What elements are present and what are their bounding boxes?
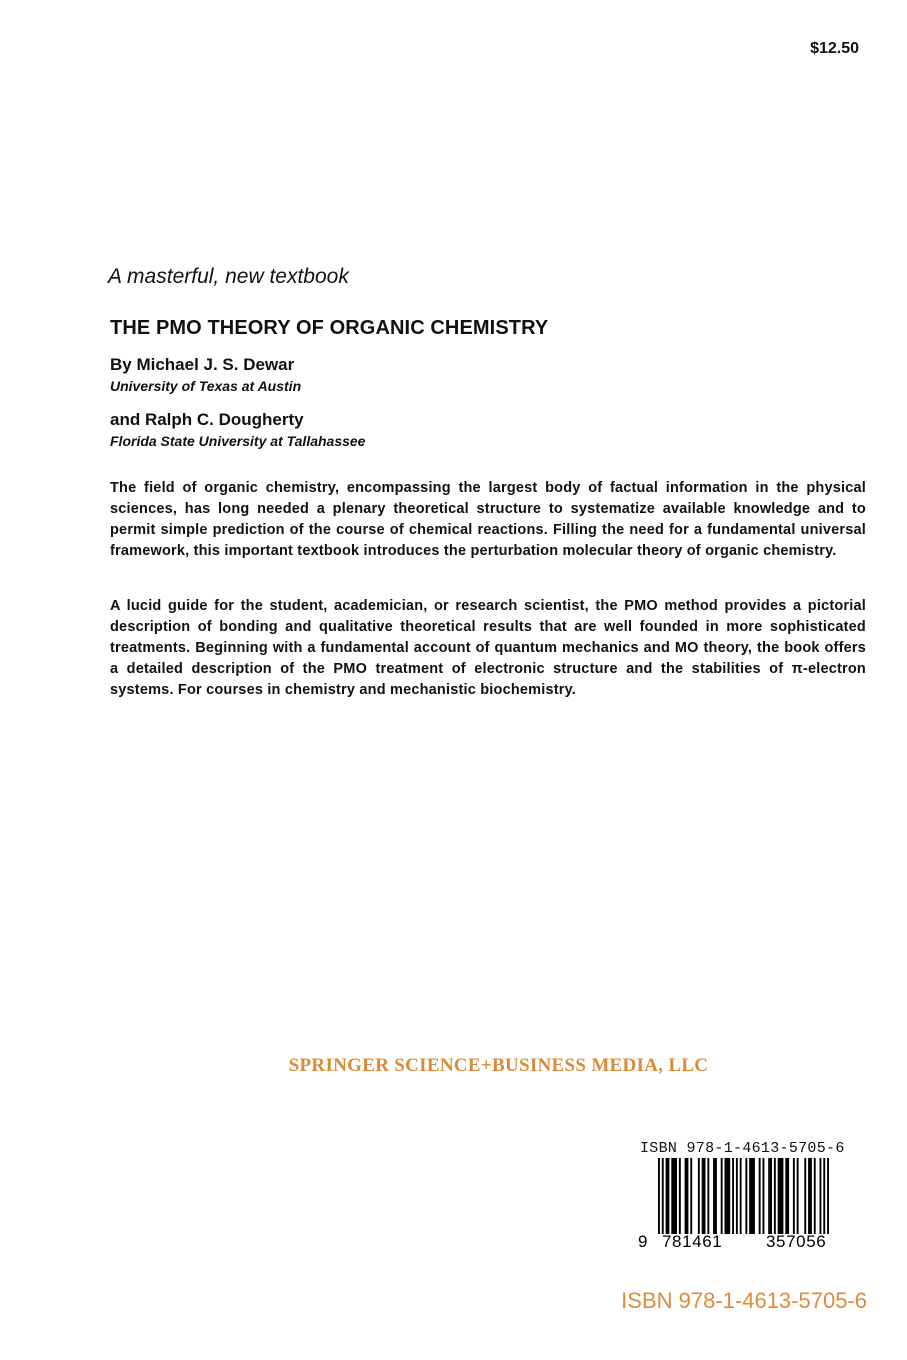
isbn-barcode: [636, 1158, 866, 1250]
barcode-digits-right: 357056: [766, 1232, 827, 1250]
publisher-name: SPRINGER SCIENCE+BUSINESS MEDIA, LLC: [288, 1055, 709, 1076]
isbn-footer: ISBN 978-1-4613-5705-6: [621, 1288, 867, 1313]
author-name: By Michael J. S. Dewar: [110, 355, 295, 374]
author-affiliation: Florida State University at Tallahassee: [110, 433, 366, 449]
author-name: and Ralph C. Dougherty: [110, 410, 304, 429]
barcode-digits-left: 781461: [662, 1232, 723, 1250]
tagline: A masterful, new textbook: [108, 265, 349, 288]
description-paragraph: The field of organic chemistry, encompassing the largest body of factual information in the physical sciences, has long needed a plenary theoretical structure to systematize available knowledge and to permit simple prediction of the course of chemical reactions. Filling the need for a fundamental universal framework, this important textbook introduces the perturbation molecular theory of organic chemistry.: [110, 480, 866, 559]
barcode-digit-first: 9: [638, 1232, 648, 1250]
barcode-isbn-label: ISBN 978-1-4613-5705-6: [640, 1140, 845, 1157]
author-affiliation: University of Texas at Austin: [110, 378, 302, 394]
price-label: $12.50: [810, 40, 859, 57]
description-paragraph: A lucid guide for the student, academician, or research scientist, the PMO method provides a pictorial description of bonding and qualitative theoretical results that are well founded in more sophisticated treatments. Beginning with a fundamental account of quantum mechanics and MO theory, the book offers a detailed description of the PMO treatment of electronic structure and the stabilities of π-electron systems. For courses in chemistry and mechanistic biochemistry.: [110, 598, 866, 698]
book-title: THE PMO THEORY OF ORGANIC CHEMISTRY: [110, 317, 549, 339]
